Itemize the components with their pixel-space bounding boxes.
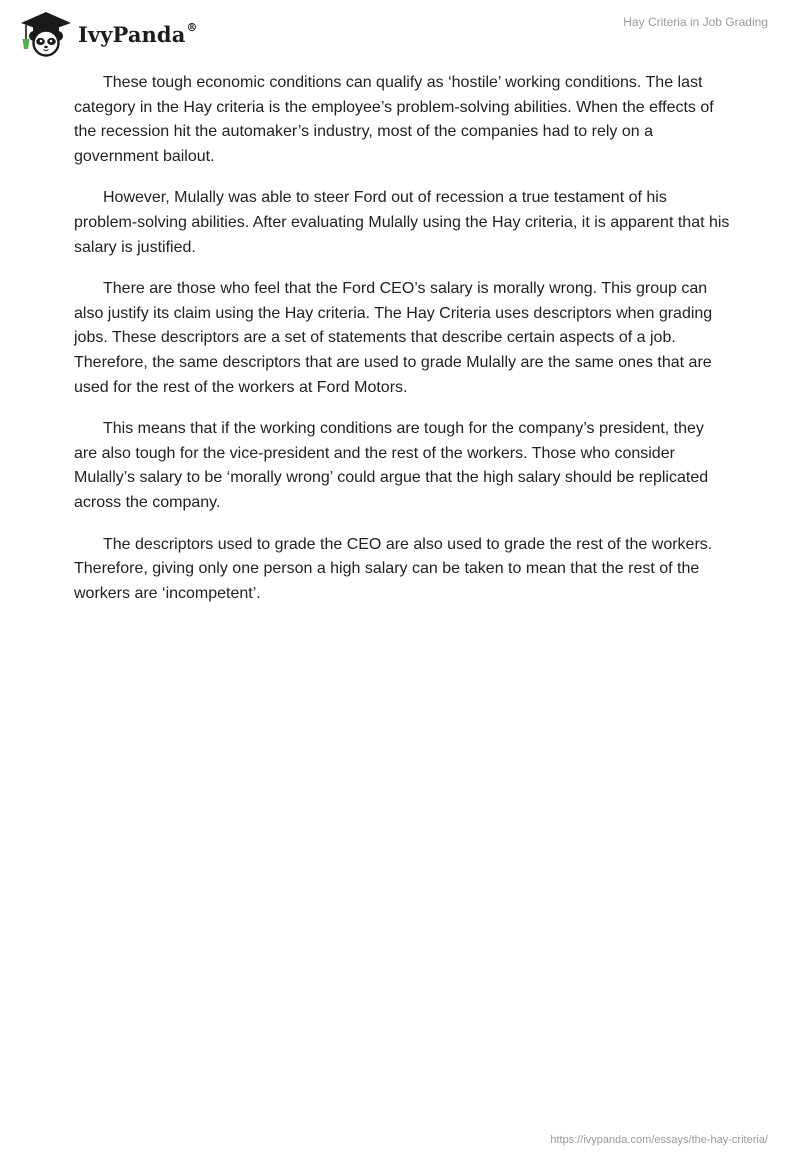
paragraph: The descriptors used to grade the CEO are also used to grade the rest of the workers. Therefore, giving only one person a high salary can be taken to mean that the rest of the workers are ‘incompetent’. [74, 535, 713, 602]
paragraph: There are those who feel that the Ford CEO’s salary is morally wrong. This group can also justify its claim using the Hay criteria. The Hay Criteria uses descriptors when grading jobs. These descriptors are a set of statements that describe certain aspects of a job. Therefore, the same descriptors that are used to grade Mulally are the same ones that are used for the rest of the workers at Ford Motors. [74, 280, 713, 396]
running-title: Hay Criteria in Job Grading [623, 15, 768, 29]
brand-name: IvyPanda® [78, 20, 198, 47]
paragraph: However, Mulally was able to steer Ford out of recession a true testament of his problem-solving abilities. After evaluating Mulally using the Hay criteria, it is apparent that his salary is justified. [74, 189, 730, 256]
page-header [0, 0, 800, 64]
registered-mark: ® [186, 20, 198, 34]
paragraph: These tough economic conditions can qualify as ‘hostile’ working conditions. The last category in the Hay criteria is the employee’s problem-solving abilities. When the effects of the recession hit the automaker’s industry, most of the companies had to rely on a government bailout. [74, 74, 714, 165]
paragraph: This means that if the working conditions are tough for the company’s president, they are also tough for the vice-president and the rest of the workers. Those who consider Mulally’s salary to be ‘morally wrong’ could argue that the high salary should be replicated across the company. [74, 420, 709, 511]
source-url-link[interactable]: https://ivypanda.com/essays/the-hay-criteria/ [550, 1134, 768, 1146]
essay-body [74, 71, 730, 623]
ivypanda-logo[interactable] [14, 8, 198, 58]
panda-graduate-icon [14, 8, 74, 58]
